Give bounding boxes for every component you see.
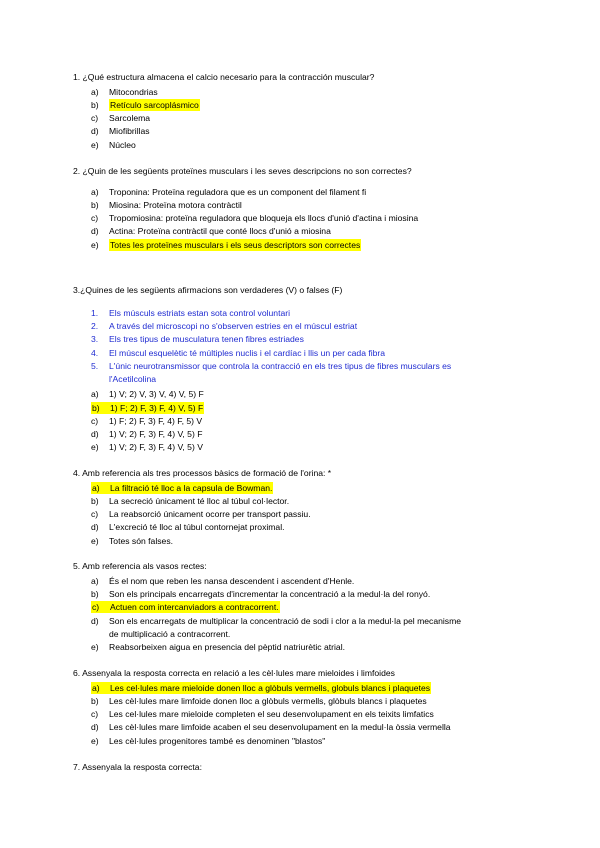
q2-option-d[interactable] <box>91 225 331 237</box>
statement-number: 4. <box>91 348 99 358</box>
option-label: e) <box>91 442 99 452</box>
option-text: És el nom que reben les nansa descendent i ascendent d'Henle. <box>109 576 355 586</box>
q3-statement-5-continuation: l'Acetilcolina <box>109 374 157 384</box>
option-label: d) <box>91 126 99 136</box>
question-2-text: 2. ¿Quin de les següents proteïnes musculars i les seves descripcions no son correctes? <box>73 166 412 176</box>
option-label-highlighted: b) <box>91 402 111 414</box>
q5-option-b[interactable] <box>91 588 431 600</box>
option-label-highlighted: a) <box>91 482 111 494</box>
q4-option-a[interactable] <box>91 482 273 494</box>
q3-statement-1 <box>91 307 291 319</box>
q2-option-e[interactable] <box>91 239 361 251</box>
option-label: e) <box>91 736 99 746</box>
q6-option-b[interactable] <box>91 695 427 707</box>
option-label: d) <box>91 616 99 626</box>
q3-statement-5 <box>91 360 452 372</box>
option-label: c) <box>91 509 99 519</box>
option-label: b) <box>91 200 99 210</box>
question-1-text: 1. ¿Qué estructura almacena el calcio necesario para la contracción muscular? <box>73 72 375 82</box>
option-text-highlighted: Retículo sarcoplásmico <box>110 100 199 110</box>
option-label: e) <box>91 642 99 652</box>
option-label: b) <box>91 589 99 599</box>
q3-option-d[interactable] <box>91 428 203 440</box>
statement-text: L'únic neurotransmissor que controla la contracció en els tres tipus de fibres musculars es <box>109 361 452 371</box>
q6-option-e[interactable] <box>91 735 326 747</box>
option-text: L'excreció té lloc al túbul contornejat proximal. <box>109 522 285 532</box>
option-text: Son els encarregats de multiplicar la concentració de sodi i clor a la medul·la pel mecanisme <box>109 616 462 626</box>
option-label: e) <box>91 536 99 546</box>
q1-option-b[interactable] <box>91 99 199 111</box>
option-text: Reabsorbeixen aigua en presencia del pèptid natriurètic atrial. <box>109 642 345 652</box>
option-text: Actina: Proteïna contràctil que conté llocs d'unió a miosina <box>109 226 331 236</box>
option-label-highlighted: a) <box>91 682 111 694</box>
option-label-highlighted: c) <box>91 601 111 613</box>
q6-option-c[interactable] <box>91 708 434 720</box>
q5-option-d[interactable] <box>91 615 462 627</box>
question-7-text: 7. Assenyala la resposta correcta: <box>73 762 202 772</box>
option-label: b) <box>91 696 99 706</box>
option-label: a) <box>91 87 99 97</box>
q6-option-a[interactable] <box>91 682 431 694</box>
statement-number: 2. <box>91 321 99 331</box>
option-label: e) <box>91 140 99 150</box>
question-5-text: 5. Amb referencia als vasos rectes: <box>73 561 207 571</box>
q2-option-a[interactable] <box>91 186 367 198</box>
option-text: Les cel·lules mare mieloide completen el seu desenvolupament en els teixits limfatics <box>109 709 434 719</box>
q1-option-c[interactable] <box>91 112 151 124</box>
statement-number: 1. <box>91 308 99 318</box>
statement-text: Els músculs estriats estan sota control voluntari <box>109 308 291 318</box>
option-text: Troponina: Proteïna reguladora que es un component del filament fi <box>109 187 367 197</box>
q3-option-b[interactable] <box>91 402 204 414</box>
option-text: La secreció únicament té lloc al túbul col·lector. <box>109 496 290 506</box>
q1-option-a[interactable] <box>91 86 158 98</box>
option-text: Son els principals encarregats d'incrementar la concentració a la medul·la del ronyó. <box>109 589 431 599</box>
q3-statement-3 <box>91 333 304 345</box>
q2-option-c[interactable] <box>91 212 419 224</box>
option-text: Les cèl·lules mare limfoide donen lloc a glòbuls vermells, glòbuls blancs i plaquetes <box>109 696 427 706</box>
q5-option-e[interactable] <box>91 641 345 653</box>
option-text: Sarcolema <box>109 113 151 123</box>
q3-statement-4 <box>91 347 386 359</box>
option-text: Miofibrillas <box>109 126 150 136</box>
option-text-highlighted: 1) F; 2) F, 3) F, 4) V, 5) F <box>110 403 204 413</box>
option-label: a) <box>91 389 99 399</box>
option-label: d) <box>91 226 99 236</box>
q3-option-a[interactable] <box>91 388 204 400</box>
option-label: d) <box>91 722 99 732</box>
option-text: Totes són falses. <box>109 536 174 546</box>
q4-option-b[interactable] <box>91 495 290 507</box>
option-label: b) <box>91 496 99 506</box>
q1-option-d[interactable] <box>91 125 150 137</box>
statement-number: 5. <box>91 361 99 371</box>
option-text-highlighted: Les cel·lules mare mieloide donen lloc a glòbuls vermells, globuls blancs i plaquetes <box>110 683 431 693</box>
option-label: a) <box>91 187 99 197</box>
q5-option-d-continuation: de multiplicació a contracorrent. <box>109 629 231 639</box>
statement-number: 3. <box>91 334 99 344</box>
option-text: Les cèl·lules progenitores també es denominen "blastos" <box>109 736 326 746</box>
option-text-highlighted: Totes les proteïnes musculars i els seus descriptors son correctes <box>110 240 361 250</box>
option-label: a) <box>91 576 99 586</box>
q5-option-a[interactable] <box>91 575 355 587</box>
q3-option-c[interactable] <box>91 415 203 427</box>
option-label: d) <box>91 522 99 532</box>
option-text: Mitocondrias <box>109 87 158 97</box>
option-label: d) <box>91 429 99 439</box>
option-text: Tropomiosina: proteïna reguladora que bloqueja els llocs d'unió d'actina i miosina <box>109 213 419 223</box>
q3-option-e[interactable] <box>91 441 203 453</box>
q4-option-e[interactable] <box>91 535 174 547</box>
option-label: c) <box>91 113 99 123</box>
option-text-highlighted: La filtració té lloc a la capsula de Bowman. <box>110 483 273 493</box>
option-text: 1) F; 2) F, 3) F, 4) F, 5) V <box>109 416 203 426</box>
option-text-highlighted: Actuen com intercanviadors a contracorrent. <box>110 602 279 612</box>
statement-text: A través del microscopi no s'observen estries en el múscul estriat <box>109 321 358 331</box>
option-label: b) <box>91 100 99 110</box>
q4-option-d[interactable] <box>91 521 285 533</box>
question-6-text: 6. Assenyala la resposta correcta en relació a les cèl·lules mare mieloides i limfoides <box>73 668 395 678</box>
q1-option-e[interactable] <box>91 139 136 151</box>
q6-option-d[interactable] <box>91 721 451 733</box>
q4-option-c[interactable] <box>91 508 311 520</box>
option-text: Núcleo <box>109 140 136 150</box>
option-text: 1) V; 2) F, 3) F, 4) V, 5) F <box>109 429 203 439</box>
option-label: c) <box>91 709 99 719</box>
question-3-text: 3.¿Quines de les següents afirmacions son verdaderes (V) o falses (F) <box>73 285 343 295</box>
statement-text: El múscul esquelètic té múltiples nuclis i el cardíac i llis un per cada fibra <box>109 348 386 358</box>
option-label: c) <box>91 213 99 223</box>
option-text: La reabsorció únicament ocorre per transport passiu. <box>109 509 311 519</box>
option-label: c) <box>91 416 99 426</box>
q3-statement-2 <box>91 320 358 332</box>
question-4-text: 4. Amb referencia als tres processos bàsics de formació de l'orina: * <box>73 468 332 478</box>
q5-option-c[interactable] <box>91 601 279 613</box>
option-text: Miosina: Proteïna motora contràctil <box>109 200 242 210</box>
option-text: Les cèl·lules mare limfoide acaben el seu desenvolupament en la medul·la òssia vermella <box>109 722 451 732</box>
option-label: e) <box>91 240 99 250</box>
option-text: 1) V; 2) F, 3) F, 4) V, 5) V <box>109 442 203 452</box>
statement-text: Els tres tipus de musculatura tenen fibres estriades <box>109 334 304 344</box>
option-text: 1) V; 2) V, 3) V, 4) V, 5) F <box>109 389 204 399</box>
q2-option-b[interactable] <box>91 199 242 211</box>
